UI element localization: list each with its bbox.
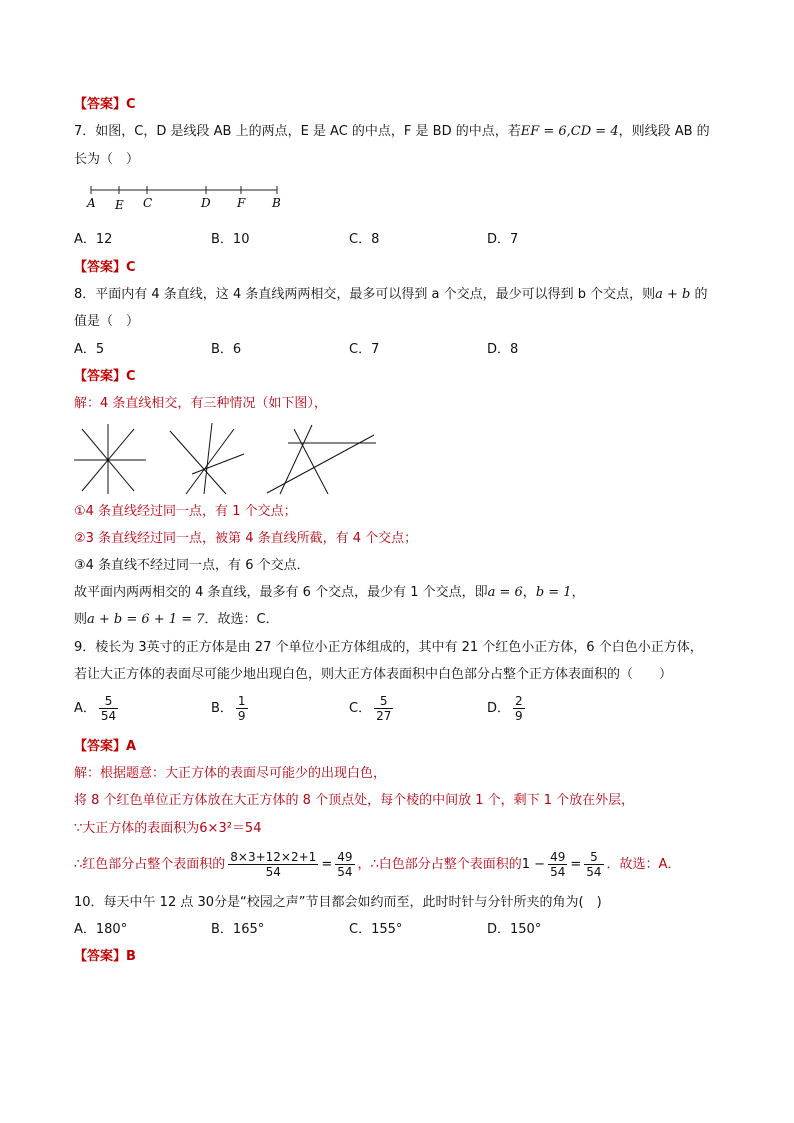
q7-condition: EF = 6,CD = 4	[520, 124, 619, 139]
q7-option-d: D．7	[487, 232, 519, 247]
q9-option-a-label: A．	[74, 701, 96, 716]
q8-conclusion-text: 故平面内两两相交的 4 条直线，最多有 6 个交点，最少有 1 个交点，即	[74, 585, 488, 600]
q10-option-c: C．155°	[349, 922, 403, 937]
q9-option-b	[211, 694, 251, 723]
q8-stem-line1	[74, 285, 707, 305]
q7-option-a: A．12	[74, 232, 113, 247]
point-label-f: F	[237, 196, 246, 210]
point-label-b: B	[272, 196, 281, 210]
q8-b-value: b = 1	[535, 585, 572, 600]
q8-case2-figure	[164, 421, 254, 496]
q9-option-c-num: 5	[374, 694, 393, 709]
q10-option-a: A．180°	[74, 922, 128, 937]
q9-frac2-num: 49	[337, 850, 353, 864]
q8-option-b: B．6	[211, 342, 242, 357]
q9-stem-line1: 9．棱长为 3英寸的正方体是由 27 个单位小正方体组成的，其中有 21 个红色小正方体，6 个白色小正方体，	[74, 640, 703, 655]
q8-case3-figure	[264, 421, 384, 496]
q9-option-b-den: 9	[237, 709, 246, 723]
q7-option-b: B．10	[211, 232, 250, 247]
q9-option-c-den: 27	[376, 709, 392, 723]
point-label-a: A	[87, 196, 96, 210]
q9-option-d-label: D．	[487, 701, 511, 716]
q9-solution-4	[74, 848, 680, 882]
q8-final	[74, 610, 279, 630]
q9-option-c-label: C．	[349, 701, 372, 716]
q9-solution-4-text-b: ，∴白色部分占整个表面积的	[357, 857, 522, 872]
q8-option-d: D．8	[487, 342, 519, 357]
q9-solution-3-expr: 6×3²＝54	[199, 821, 262, 836]
point-label-e: E	[115, 198, 124, 212]
point-label-c: C	[143, 196, 153, 210]
q9-option-a	[74, 694, 121, 723]
q9-frac4-den: 54	[586, 865, 602, 879]
q9-option-a-den: 54	[100, 709, 117, 723]
q9-stem-line2: 若让大正方体的表面尽可能少地出现白色，则大正方体表面积中白色部分占整个正方体表面积的（ ）	[74, 667, 673, 682]
q8-a-value: a = 6	[487, 585, 523, 600]
answer-q7: 【答案】C	[74, 260, 136, 275]
q9-eq1: =	[321, 857, 333, 872]
q10-stem: 10．每天中午 12 点 30分是“校园之声”节目都会如约而至，此时时针与分针所夹的角为( )	[74, 895, 602, 910]
q7-text-b: ，则线段 AB 的	[618, 124, 710, 139]
q8-solution-intro: 解：4 条直线相交，有三种情况（如下图），	[74, 396, 327, 411]
q8-expr: a + b	[655, 287, 691, 302]
q7-option-c: C．8	[349, 232, 380, 247]
q8-conclusion-end: ，	[571, 585, 585, 600]
q8-final-text-b: ．故选：C．	[204, 612, 279, 627]
q7-stem-line2: 长为（ ）	[74, 152, 140, 167]
q9-frac1-num: 8×3+12×2+1	[230, 850, 317, 864]
q7-text-a: 7．如图，C，D 是线段 AB 上的两点，E 是 AC 的中点，F 是 BD 的中点，若	[74, 124, 521, 139]
answer-q10: 【答案】B	[74, 949, 136, 964]
q9-option-b-num: 1	[237, 694, 246, 708]
q8-stem-line2: 值是（ ）	[74, 314, 140, 329]
q9-option-c	[349, 694, 396, 723]
q9-solution-3-text: ∵大正方体的表面积为	[74, 821, 200, 836]
q9-eq2: =	[570, 857, 582, 872]
q8-conclusion	[74, 583, 585, 603]
q9-one-minus: 1 −	[521, 857, 546, 872]
q9-option-b-label: B．	[211, 701, 233, 716]
q9-solution-4-text: ∴红色部分占整个表面积的	[74, 857, 226, 872]
q9-solution-1: 解：根据题意：大正方体的表面尽可能少的出现白色，	[74, 766, 387, 781]
q9-frac1-den: 54	[265, 865, 281, 879]
q8-case1-figure	[70, 421, 150, 496]
q8-text-b: 的	[690, 287, 708, 302]
q8-final-expr: a + b = 6 + 1 = 7	[87, 612, 205, 627]
q9-solution-3	[74, 819, 261, 839]
answer-q9: 【答案】A	[74, 739, 137, 754]
q8-text-a: 8．平面内有 4 条直线，这 4 条直线两两相交，最多可以得到 a 个交点，最少可以得到 b 个交点，则	[74, 287, 656, 302]
q9-solution-4-text-c: ．故选：A．	[606, 857, 681, 872]
q9-frac4-num: 5	[584, 850, 603, 865]
q9-option-a-num: 5	[99, 694, 118, 709]
answer-q6: 【答案】C	[74, 97, 136, 112]
q9-frac2-den: 54	[337, 865, 353, 879]
q8-option-c: C．7	[349, 342, 380, 357]
answer-q8: 【答案】C	[74, 369, 136, 384]
q8-case2: ②3 条直线经过同一点，被第 4 条直线所截，有 4 个交点；	[74, 531, 418, 546]
point-label-d: D	[201, 196, 211, 210]
q7-stem-line1	[74, 122, 710, 142]
q8-case3: ③4 条直线不经过同一点，有 6 个交点．	[74, 558, 310, 573]
q7-segment-figure	[84, 182, 304, 216]
q9-frac3-num: 49	[550, 850, 566, 864]
q9-option-d-den: 9	[515, 709, 523, 723]
q8-case1: ①4 条直线经过同一点，有 1 个交点；	[74, 504, 297, 519]
q9-option-d	[487, 694, 528, 723]
q8-sep: ，	[522, 585, 536, 600]
q9-solution-2: 将 8 个红色单位正方体放在大正方体的 8 个顶点处，每个棱的中间放 1 个，剩下 1 个放在外层，	[74, 793, 635, 808]
q8-option-a: A．5	[74, 342, 105, 357]
q9-option-d-num: 2	[515, 694, 523, 708]
q8-final-text-a: 则	[74, 612, 88, 627]
q10-option-d: D．150°	[487, 922, 542, 937]
q9-frac3-den: 54	[550, 865, 566, 879]
q10-option-b: B．165°	[211, 922, 265, 937]
